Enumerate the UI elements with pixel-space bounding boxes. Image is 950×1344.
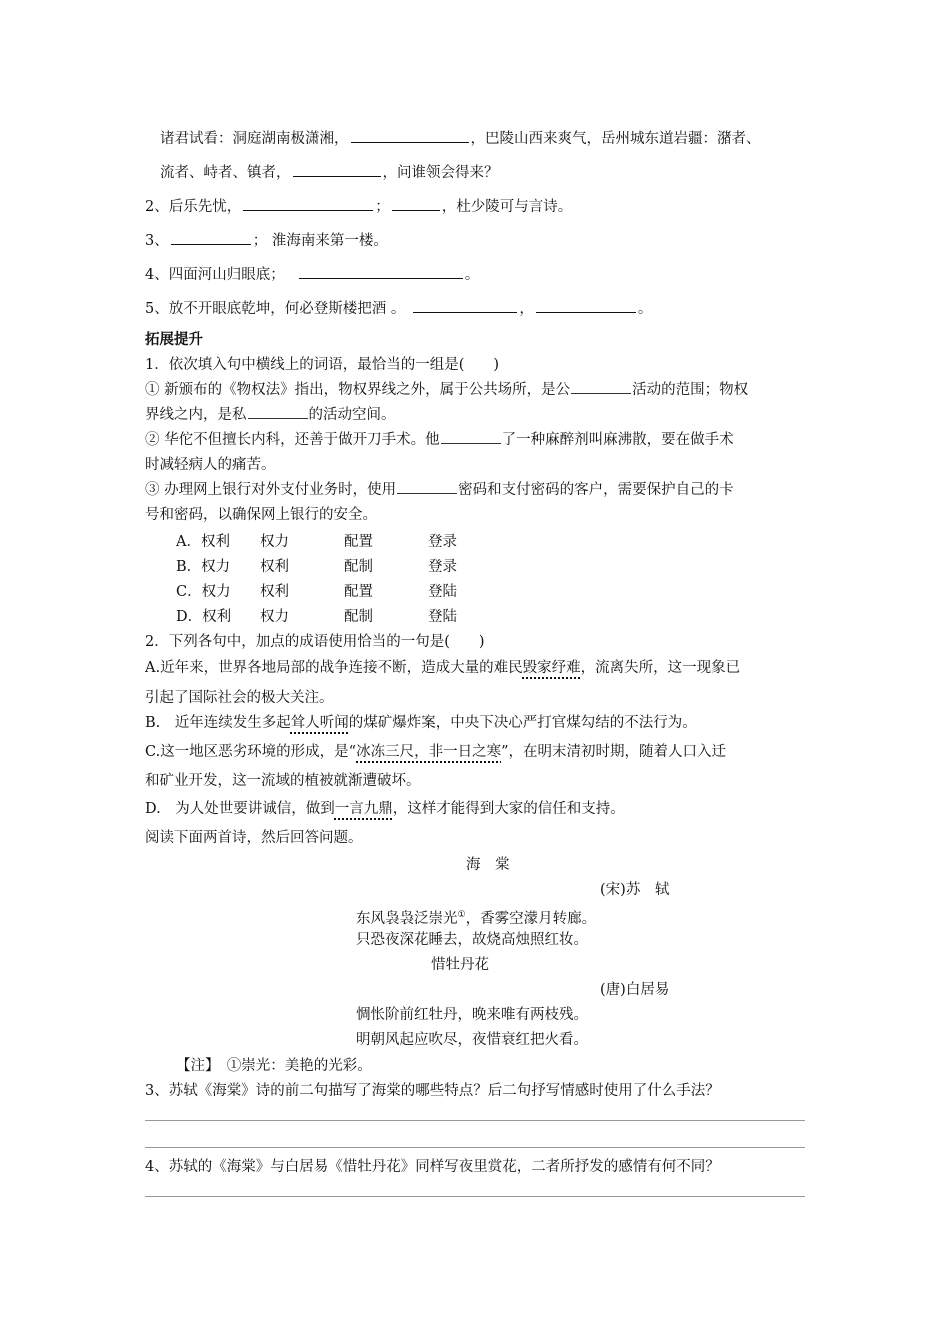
fill-q4 bbox=[145, 264, 479, 285]
text: 活动的范围；物权 bbox=[632, 382, 749, 398]
option-cell: 登录 bbox=[428, 559, 457, 575]
text: 密码和支付密码的客户，需要保护自己的卡 bbox=[458, 482, 734, 498]
text: ① 新颁布的《物权法》指出，物权界线之外，属于公共场所，是公 bbox=[145, 382, 571, 398]
answer-blank[interactable] bbox=[571, 380, 631, 394]
option-cell: 权利 bbox=[260, 584, 289, 600]
answer-blank[interactable] bbox=[243, 196, 373, 211]
answer-blank[interactable] bbox=[171, 230, 251, 245]
q1-sentence-3-cont: 号和密码，以确保网上银行的安全。 bbox=[145, 507, 377, 523]
option-cell: 登录 bbox=[428, 534, 457, 550]
poem2-line-1: 惆怅阶前红牡丹，晚来唯有两枝残。 bbox=[356, 1007, 588, 1023]
q1-sentence-2-cont: 时减轻病人的痛苦。 bbox=[145, 457, 276, 473]
text: 。 bbox=[464, 267, 480, 283]
text: ，杜少陵可与言诗。 bbox=[441, 199, 573, 215]
section-title: 拓展提升 bbox=[145, 332, 203, 348]
option-cell: 权利 bbox=[260, 559, 289, 575]
poem1-line-2: 只恐夜深花睡去，故烧高烛照红妆。 bbox=[356, 932, 588, 948]
q2-option-a-cont: 引起了国际社会的极大关注。 bbox=[145, 690, 334, 706]
poem1-title: 海 棠 bbox=[466, 857, 510, 873]
q1-option-a[interactable] bbox=[176, 532, 512, 552]
answer-line[interactable] bbox=[145, 1147, 805, 1148]
reading-q4: 4、苏轼的《海棠》与白居易《惜牡丹花》同样写夜里赏花，二者所抒发的感情有何不同？ bbox=[145, 1159, 720, 1175]
text: 界线之内，是私 bbox=[145, 407, 247, 423]
text: 3、 bbox=[145, 233, 169, 249]
dotted-idiom: 冰冻三尺，非一日之寒 bbox=[356, 744, 502, 760]
q2-option-c-cont: 和矿业开发，这一流域的植被就渐遭破坏。 bbox=[145, 773, 421, 789]
text: 2、后乐先忧， bbox=[145, 199, 242, 215]
q1-sentence-3 bbox=[145, 480, 734, 500]
text: ，巴陵山西来爽气，岳州城东道岩疆：潴者、 bbox=[470, 131, 761, 147]
poem1-author: (宋)苏 轼 bbox=[600, 882, 670, 898]
text: ； bbox=[375, 199, 390, 215]
dotted-idiom: 毁家纾难 bbox=[522, 660, 581, 676]
reading-q3: 3、苏轼《海棠》诗的前二句描写了海棠的哪些特点？后二句抒写情感时使用了什么手法？ bbox=[145, 1083, 720, 1099]
answer-line[interactable] bbox=[145, 1120, 805, 1121]
q1-option-c[interactable] bbox=[176, 582, 512, 602]
q2-option-a[interactable] bbox=[145, 658, 740, 678]
option-cell: 登陆 bbox=[428, 584, 457, 600]
dotted-idiom: 一言九鼎 bbox=[334, 801, 393, 817]
q2-option-c[interactable] bbox=[145, 742, 726, 762]
q1-sentence-1-cont bbox=[145, 405, 396, 425]
text: C.这一地区恶劣环境的形成，是“ bbox=[145, 744, 357, 760]
text: ； 淮海南来第一楼。 bbox=[252, 233, 388, 249]
text: 的活动空间。 bbox=[308, 407, 396, 423]
answer-blank[interactable] bbox=[248, 405, 308, 419]
q1-stem: 1．依次填入句中横线上的词语，最恰当的一组是( ) bbox=[145, 357, 500, 373]
text: 4、四面河山归眼底； bbox=[145, 267, 285, 283]
option-cell: 登陆 bbox=[428, 609, 457, 625]
text: 东风袅袅泛崇光 bbox=[356, 910, 458, 927]
text: 。 bbox=[637, 301, 653, 317]
text: ② 华佗不但擅长内科，还善于做开刀手术。他 bbox=[145, 432, 440, 448]
text: ，这样才能得到大家的信任和支持。 bbox=[392, 801, 625, 817]
fill-q3 bbox=[145, 230, 388, 251]
q2-stem: 2．下列各句中，加点的成语使用恰当的一句是( ) bbox=[145, 634, 485, 650]
option-cell: C．权力 bbox=[176, 584, 231, 600]
answer-blank[interactable] bbox=[392, 196, 440, 211]
fill-line-1 bbox=[160, 128, 761, 149]
q1-sentence-1 bbox=[145, 380, 748, 400]
poem2-title: 惜牡丹花 bbox=[431, 957, 489, 973]
answer-blank[interactable] bbox=[441, 430, 501, 444]
poem1-line-1 bbox=[356, 905, 596, 929]
text: A.近年来，世界各地局部的战争连接不断，造成大量的难民 bbox=[145, 660, 523, 676]
answer-blank[interactable] bbox=[397, 480, 457, 494]
text: ，流离失所，这一现象已 bbox=[580, 660, 741, 676]
answer-blank[interactable] bbox=[413, 298, 517, 313]
fill-q5 bbox=[145, 298, 652, 319]
answer-blank[interactable] bbox=[351, 128, 469, 143]
option-cell: 配置 bbox=[344, 534, 373, 550]
footnote-mark: ① bbox=[457, 910, 466, 920]
footnote: 【注】 ①崇光：美艳的光彩。 bbox=[176, 1058, 372, 1074]
option-cell: B．权力 bbox=[176, 559, 231, 575]
text: 了一种麻醉剂叫麻沸散，要在做手术 bbox=[501, 432, 734, 448]
text: ”，在明末清初时期，随着人口入迁 bbox=[501, 744, 727, 760]
option-cell: 权力 bbox=[260, 534, 289, 550]
fill-q2 bbox=[145, 196, 572, 217]
text: D. 为人处世要讲诚信，做到 bbox=[145, 801, 335, 817]
q1-option-d[interactable] bbox=[176, 607, 512, 627]
text: B. 近年连续发生多起 bbox=[145, 715, 291, 731]
q1-sentence-2 bbox=[145, 430, 734, 450]
option-cell: 权力 bbox=[260, 609, 289, 625]
reading-intro: 阅读下面两首诗，然后回答问题。 bbox=[145, 830, 363, 846]
text: ，问谁领会得来？ bbox=[382, 165, 499, 181]
q2-option-b[interactable] bbox=[145, 713, 697, 733]
text: 的煤矿爆炸案，中央下决心严打官煤勾结的不法行为。 bbox=[348, 715, 697, 731]
text: ， bbox=[519, 301, 534, 317]
text: ，香雾空濛月转廊。 bbox=[465, 910, 597, 927]
q2-option-d[interactable] bbox=[145, 799, 625, 819]
answer-blank[interactable] bbox=[536, 298, 636, 313]
answer-blank[interactable] bbox=[293, 162, 381, 177]
option-cell: 配制 bbox=[344, 609, 373, 625]
poem2-author: (唐)白居易 bbox=[600, 982, 670, 998]
option-cell: D．权利 bbox=[176, 609, 232, 625]
option-cell: A．权利 bbox=[176, 534, 230, 550]
text: 诸君试看：洞庭湖南极潇湘， bbox=[160, 131, 349, 147]
option-cell: 配制 bbox=[344, 559, 373, 575]
option-cell: 配置 bbox=[344, 584, 373, 600]
answer-blank[interactable] bbox=[299, 264, 463, 279]
q1-option-b[interactable] bbox=[176, 557, 512, 577]
text: 流者、峙者、镇者， bbox=[160, 165, 291, 181]
poem2-line-2: 明朝风起应吹尽，夜惜衰红把火看。 bbox=[356, 1032, 588, 1048]
text: 5、放不开眼底乾坤，何必登斯楼把酒 。 bbox=[145, 301, 406, 317]
text: ③ 办理网上银行对外支付业务时，使用 bbox=[145, 482, 397, 498]
fill-line-2 bbox=[160, 162, 499, 183]
dotted-idiom: 耸人听闻 bbox=[290, 715, 349, 731]
answer-line[interactable] bbox=[145, 1196, 805, 1197]
